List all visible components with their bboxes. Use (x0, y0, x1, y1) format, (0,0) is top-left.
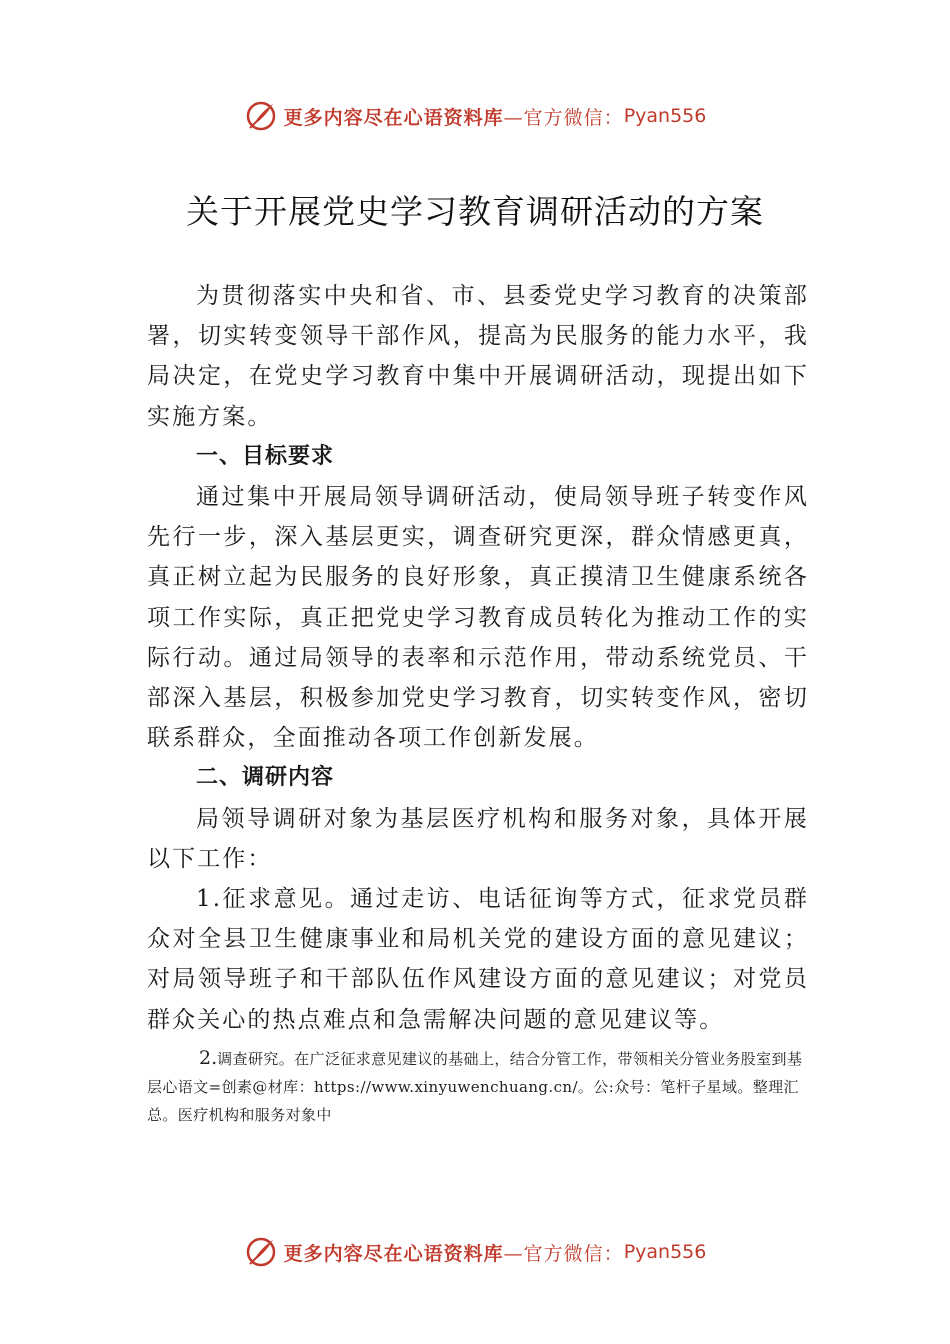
list-item-2-text: 调查研究。在广泛征求意见建议的基础上，结合分管工作，带领相关分管业务股室到基层心语文=创素@材库：https://www.xinyuwenchuang.cn/。公:众号：笔杆子星域。整理汇总。医疗机构和服务对象中 (147, 1050, 803, 1124)
footer-banner (0, 1232, 950, 1272)
banner-separator-text: —官方微信： (503, 106, 624, 129)
goals-paragraph: 通过集中开展局领导调研活动，使局领导班子转变作风先行一步，深入基层更实，调查研究更深，群众情感更真， 真正树立起为民服务的良好形象，真正摸清卫生健康系统各项工作实际，真正把党史学习教育成员转化为推动工作的实际行动。通过局领导的表率和示范作用，带动系统党员、干部深入基层，积极参加党史学习教育，切实转变作风，密切联系群众，全面推动各项工作创新发展。 (147, 484, 809, 752)
document-body (147, 276, 809, 1040)
banner-lead-text: 更多内容尽在心语资料库 (283, 1242, 504, 1265)
section-heading-content: 二、调研内容 (196, 765, 335, 791)
list-item-2-number: 2. (199, 1047, 218, 1069)
quill-logo-icon (244, 99, 278, 133)
list-item-2 (147, 1044, 809, 1129)
list-item-1: 1.征求意见。通过走访、电话征询等方式，征求党员群众对全县卫生健康事业和局机关党的建设方面的意见建议；对局领导班子和干部队伍作风建设方面的意见建议；对党员群众关心的热点难点和急需解决问题的意见建议等。 (147, 886, 809, 1033)
section-heading-goals: 一、目标要求 (196, 443, 335, 469)
content-paragraph: 局领导调研对象为基层医疗机构和服务对象，具体开展以下工作： (147, 805, 809, 872)
quill-logo-icon (244, 1235, 278, 1269)
banner-lead-text: 更多内容尽在心语资料库 (283, 106, 504, 129)
banner-separator-text: —官方微信： (503, 1242, 624, 1265)
intro-paragraph: 为贯彻落实中央和省、市、县委党史学习教育的决策部署，切实转变领导干部作风，提高为民服务的能力水平，我局决定，在党史学习教育中集中开展调研活动，现提出如下实施方案。 (147, 283, 809, 430)
banner-account: Pyan556 (623, 105, 707, 127)
header-banner (0, 96, 950, 136)
banner-account: Pyan556 (623, 1241, 707, 1263)
document-title: 关于开展党史学习教育调研活动的方案 (186, 192, 764, 231)
